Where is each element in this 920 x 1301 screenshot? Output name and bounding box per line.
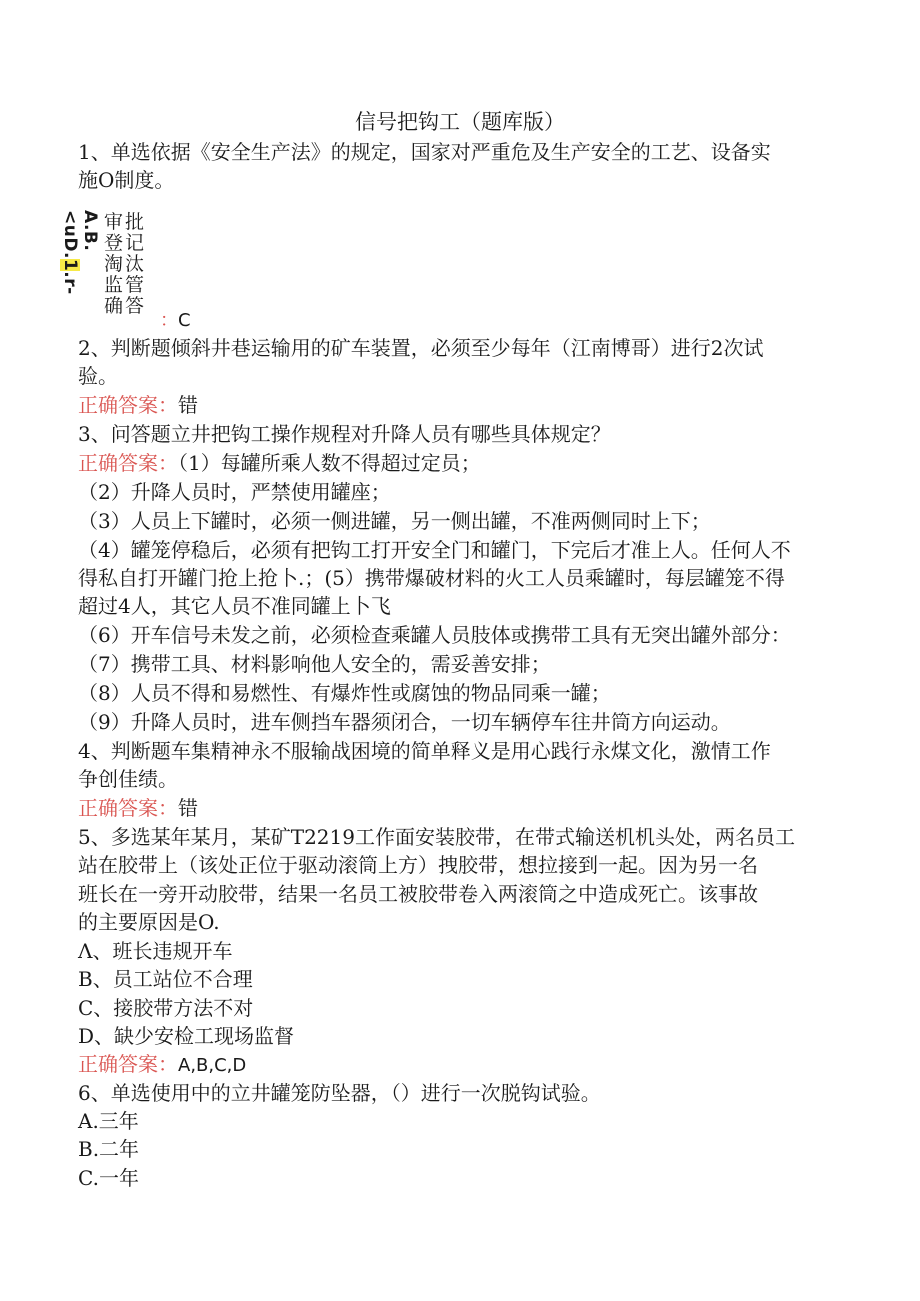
q4-stem-line-2: 争创佳绩。: [78, 767, 178, 791]
q2-answer-label: 正确答案：: [78, 393, 178, 417]
q3-answer-item-1: （1）每罐所乘人数不得超过定员；: [178, 451, 481, 475]
q1-stem-line-2: 施O制度。: [78, 168, 175, 192]
q6-stem: 6、单选使用中的立井罐笼防坠器，（）进行一次脱钩试验。: [78, 1081, 601, 1105]
q4-answer-label: 正确答案：: [78, 796, 178, 820]
q1-stem-line-1: 1、单选依据《安全生产法》的规定，国家对严重危及生产安全的工艺、设备实: [78, 140, 771, 164]
q3-answer-line: （7）携带工具、材料影响他人安全的，需妥善安排；: [78, 652, 551, 676]
q5-answer-label: 正确答案：: [78, 1052, 178, 1076]
q4-answer: [78, 794, 848, 822]
q1-option-letters: [60, 210, 100, 320]
q3-answer-first: [78, 449, 848, 477]
q1-answer: [160, 308, 191, 334]
q1-option-word: 淘汰: [104, 253, 147, 275]
q6-option: B.二年: [78, 1137, 140, 1161]
q1-answer-value: C: [178, 310, 191, 331]
q1-option-letters-a: A.B.<uD.: [60, 210, 100, 259]
q5-stem-line: 站在胶带上（该处正位于驱动滚筒上方）拽胶带，想拉接到一起。因为另一名: [78, 853, 758, 877]
q3-answer-line: （2）升降人员时，严禁使用罐座；: [78, 480, 391, 504]
q1-option-letters-b: .r-: [60, 271, 80, 295]
q2-stem-line-1: 2、判断题倾斜井巷运输用的矿车装置，必须至少每年（江南博哥）进行2次试: [78, 336, 764, 360]
q5-stem-line: 的主要原因是O.: [78, 910, 220, 934]
q4-stem-line-1: 4、判断题车集精神永不服输战困境的简单释义是用心践行永煤文化，激情工作: [78, 739, 771, 763]
q3-answer-line: （8）人员不得和易燃性、有爆炸性或腐蚀的物品同乘一罐；: [78, 681, 611, 705]
q1-option-words: [104, 212, 146, 317]
q3-answer-line: （9）升降人员时，进车侧挡车器须闭合，一切车辆停车往井筒方向运动。: [78, 710, 731, 734]
q3-answer-line: 得私自打开罐门抢上抢卜.；(5）携带爆破材料的火工人员乘罐时，每层罐笼不得: [78, 566, 785, 590]
q1-answer-colon: ：: [160, 310, 178, 331]
q6-option: A.三年: [78, 1109, 139, 1133]
q3-answer-label: 正确答案：: [78, 451, 178, 475]
q2-answer-value: 错: [178, 393, 198, 417]
document-title: 信号把钩工（题库版）: [355, 110, 565, 134]
q1-option-word: 监管: [104, 274, 147, 296]
q5-answer: [78, 1050, 848, 1080]
q1-option-letters-highlight: 1: [60, 258, 80, 272]
q5-stem-line: 班长在一旁开动胶带，结果一名员工被胶带卷入两滚筒之中造成死亡。该事故: [78, 882, 758, 906]
q5-answer-value: A,B,C,D: [178, 1055, 247, 1076]
q1-option-word: 登记: [104, 232, 147, 254]
q3-answer-line: 超过4人，其它人员不准同罐上卜飞: [78, 594, 391, 618]
q3-answer-line: （6）开车信号未发之前，必须检查乘罐人员肢体或携带工具有无突出罐外部分：: [78, 623, 791, 647]
q1-option-word: 确答: [104, 295, 147, 317]
q5-option: C、接胶带方法不对: [78, 996, 254, 1020]
q5-stem-line: 5、多选某年某月，某矿T2219工作面安装胶带，在带式输送机机头处，两名员工: [78, 825, 795, 849]
q3-answer-line: （3）人员上下罐时，必须一侧进罐，另一侧出罐，不准两侧同时上下；: [78, 509, 711, 533]
q5-option: B、员工站位不合理: [78, 967, 253, 991]
q5-option: D、缺少安检工现场监督: [78, 1024, 295, 1048]
q2-answer: [78, 391, 848, 419]
q5-option: Λ、班长违规开车: [78, 939, 233, 963]
q4-answer-value: 错: [178, 796, 198, 820]
q3-answer-line: （4）罐笼停稳后，必须有把钩工打开安全门和罐门，下完后才准上人。任何人不: [78, 538, 791, 562]
q3-stem: 3、问答题立井把钩工操作规程对升降人员有哪些具体规定？: [78, 422, 611, 446]
q6-option: C.一年: [78, 1166, 139, 1190]
q1-option-word: 审批: [104, 211, 147, 233]
q2-stem-line-2: 验。: [78, 364, 118, 388]
